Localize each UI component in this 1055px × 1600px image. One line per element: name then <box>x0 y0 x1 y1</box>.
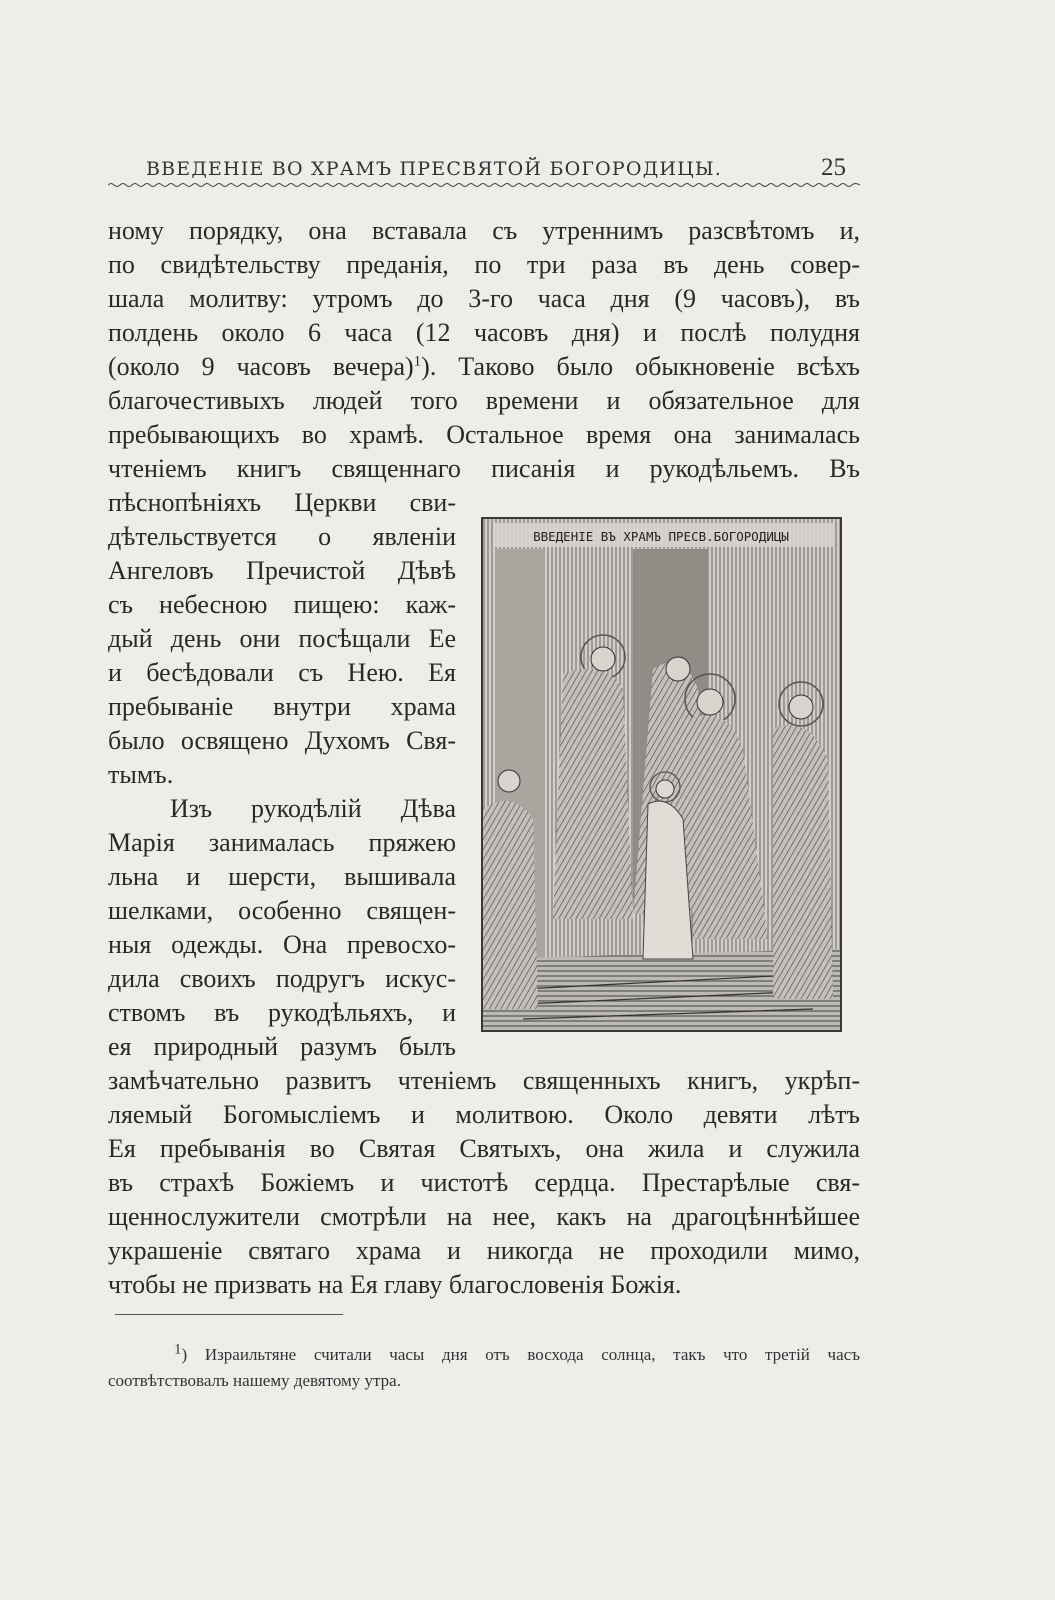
narrow-line: было освящено Духомъ Свя- <box>108 726 456 755</box>
body-line: чтобы не призвать на Ея главу благословенія Божія. <box>108 1270 682 1299</box>
page-number: 25 <box>821 154 846 181</box>
footnote-separator <box>115 1314 343 1315</box>
narrow-line: шелками, особенно священ- <box>108 896 456 925</box>
narrow-line: съ небесною пищею: каж- <box>108 590 456 619</box>
narrow-line: дѣтельствуется о явленіи <box>108 522 456 551</box>
body-line: ному порядку, она вставала съ утреннимъ разсвѣтомъ и, <box>108 216 860 245</box>
narrow-line: ея природный разумъ былъ <box>108 1032 456 1061</box>
body-line: пребывающихъ во храмѣ. Остальное время она занималась <box>108 420 860 449</box>
engraving-drawing <box>483 519 840 1030</box>
running-header <box>108 150 860 190</box>
footnote-text: ) Израильтяне считали часы дня отъ восхода солнца, такъ что третій часъ <box>181 1345 860 1364</box>
narrow-line: Изъ рукодѣлій Дѣва <box>170 794 456 823</box>
body-line-part: ). Таково было обыкновеніе всѣхъ <box>421 352 860 381</box>
body-line: замѣчательно развитъ чтеніемъ священныхъ книгъ, укрѣп- <box>108 1066 860 1095</box>
narrow-line: ныя одежды. Она превосхо- <box>108 930 456 959</box>
narrow-line: тымъ. <box>108 760 174 789</box>
body-line: щеннослужители смотрѣли на нее, какъ на драгоцѣннѣйшее <box>108 1202 860 1231</box>
header-wavy-rule <box>108 181 860 189</box>
engraving-illustration <box>481 517 842 1032</box>
body-line: ляемый Богомысліемъ и молитвою. Около девяти лѣтъ <box>108 1100 860 1129</box>
narrow-line: и бесѣдовали съ Нею. Ея <box>108 658 456 687</box>
body-line: благочестивыхъ людей того времени и обязательное для <box>108 386 860 415</box>
body-line: шала молитву: утромъ до 3-го часа дня (9 часовъ), въ <box>108 284 860 313</box>
body-line-with-footnote-ref <box>108 350 860 384</box>
narrow-line: дый день они посѣщали Ее <box>108 624 456 653</box>
footnote-reference: 1 <box>413 353 422 370</box>
body-line: полдень около 6 часа (12 часовъ дня) и послѣ полудня <box>108 318 860 347</box>
header-title: ВВЕДЕНІЕ ВО ХРАМЪ ПРЕСВЯТОЙ БОГОРОДИЦЫ. <box>145 158 723 180</box>
narrow-line: Ангеловъ Пречистой Дѣвѣ <box>108 556 456 585</box>
body-line: по свидѣтельству преданія, по три раза въ день совер- <box>108 250 860 279</box>
body-line: Ея пребыванія во Святая Святыхъ, она жила и служила <box>108 1134 860 1163</box>
body-line: въ страхѣ Божіемъ и чистотѣ сердца. Престарѣлые свя- <box>108 1168 860 1197</box>
footnote-line <box>108 1342 860 1368</box>
narrow-line: пѣснопѣніяхъ Церкви сви- <box>108 488 456 517</box>
body-line: украшеніе святаго храма и никогда не проходили мимо, <box>108 1236 860 1265</box>
footnote-line: соотвѣтствовалъ нашему девятому утра. <box>108 1371 401 1390</box>
footnote-marker: 1 <box>174 1341 182 1358</box>
narrow-line: Марія занималась пряжею <box>108 828 456 857</box>
body-line-part: (около 9 часовъ вечера) <box>108 352 414 381</box>
narrow-line: дила своихъ подругъ искус- <box>108 964 456 993</box>
narrow-line: ствомъ въ рукодѣльяхъ, и <box>108 998 456 1027</box>
narrow-line: льна и шерсти, вышивала <box>108 862 456 891</box>
engraving-caption: ВВЕДЕНІЕ ВЪ ХРАМЪ ПРЕСВ.БОГОРОДИЦЫ <box>533 529 789 544</box>
narrow-line: пребываніе внутри храма <box>108 692 456 721</box>
body-line: чтеніемъ книгъ священнаго писанія и рукодѣльемъ. Въ <box>108 454 860 483</box>
